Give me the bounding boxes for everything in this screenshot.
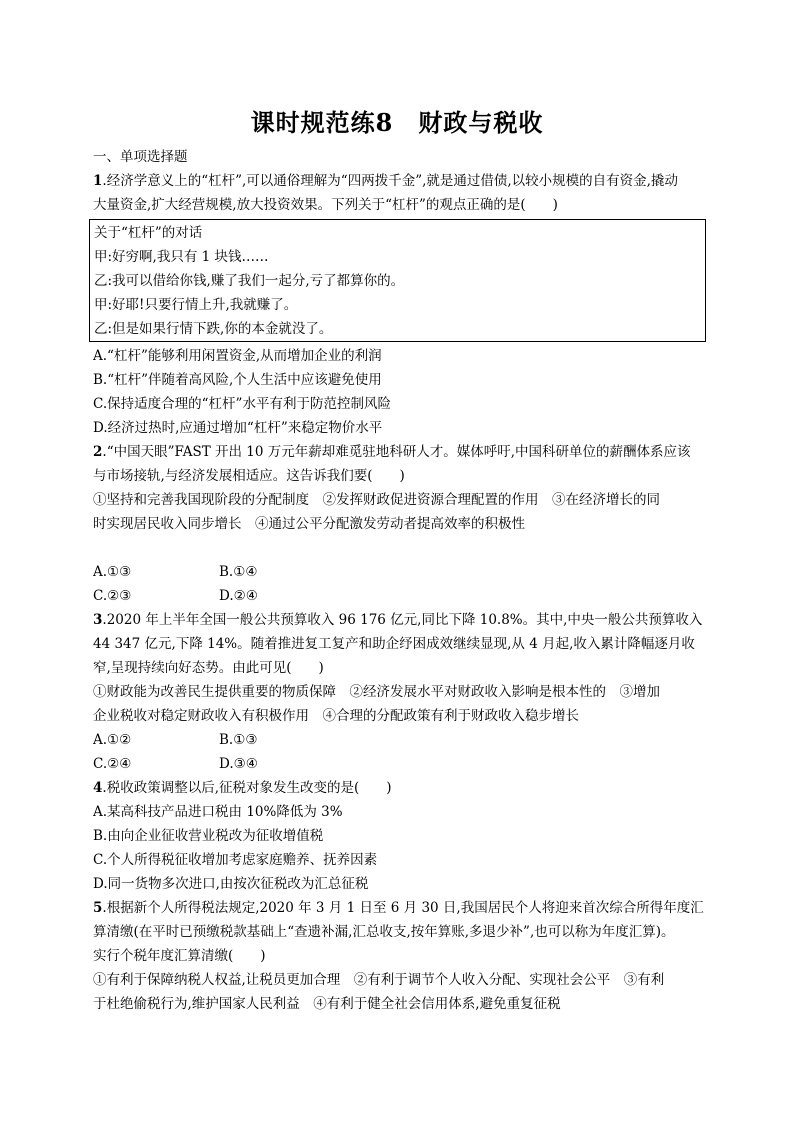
q3-option-a: A.①② xyxy=(93,732,132,748)
q5-line-5: 于杜绝偷税行为,维护国家人民利益 ④有利于健全社会信用体系,避免重复征税 xyxy=(93,996,561,1012)
q2-number: 2 xyxy=(93,444,103,460)
q5-line-4: ①有利于保障纳税人权益,让税员更加合理 ②有利于调节个人收入分配、实现社会公平 ③有利 xyxy=(93,972,665,988)
q1-number: 1 xyxy=(93,173,103,189)
q2-option-a: A.①③ xyxy=(93,564,132,580)
q2-text-1: .“中国天眼”FAST 开出 10 万元年薪却难觅驻地科研人才。媒体呼吁,中国科研单位的薪酬体系应该 xyxy=(102,444,691,460)
q4-option-a: A.某高科技产品进口税由 10%降低为 3% xyxy=(93,804,343,820)
q1-option-c: C.保持适度合理的“杠杆”水平有利于防范控制风险 xyxy=(93,396,391,412)
q5-line-1 xyxy=(93,899,704,917)
q3-options-row-1 xyxy=(93,731,131,749)
q2-option-c: C.②③ xyxy=(93,588,132,604)
q5-line-3: 实行个税年度汇算清缴( ) xyxy=(93,948,266,964)
q3-number: 3 xyxy=(93,612,103,628)
q1-option-b: B.“杠杆”伴随着高风险,个人生活中应该避免使用 xyxy=(93,372,382,388)
dialogue-line: 乙:但是如果行情下跌,你的本金就没了。 xyxy=(94,321,333,337)
q5-line-2: 算清缴(在平时已预缴税款基础上“查遗补漏,汇总收支,按年算账,多退少补”,也可以称为年度汇算)。 xyxy=(93,924,675,940)
dialogue-box xyxy=(89,219,706,342)
dialogue-title: 关于“杠杆”的对话 xyxy=(94,225,203,241)
q3-text-1: .2020 年上半年全国一般公共预算收入 96 176 亿元,同比下降 10.8%。其中,中央一般公共预算收入 xyxy=(102,612,703,628)
q5-text-1: .根据新个人所得税法规定,2020 年 3 月 1 日至 6 月 30 日,我国居民个人将迎来首次综合所得年度汇 xyxy=(102,900,704,916)
q1-option-d: D.经济过热时,应通过增加“杠杆”来稳定物价水平 xyxy=(93,420,383,436)
q2-option-b: B.①④ xyxy=(219,564,258,580)
q3-line-3: 窄,呈现持续向好态势。由此可见( ) xyxy=(93,660,324,676)
q2-line-2: 与市场接轨,与经济发展相适应。这告诉我们要( ) xyxy=(93,468,405,484)
q1-line-1 xyxy=(93,172,678,190)
dialogue-line: 甲:好穷啊,我只有 1 块钱…… xyxy=(94,249,269,265)
q2-line-1 xyxy=(93,443,691,461)
q4-option-b: B.由向企业征收营业税改为征收增值税 xyxy=(93,828,324,844)
q4-option-c: C.个人所得税征收增加考虑家庭赡养、抚养因素 xyxy=(93,852,378,868)
dialogue-line: 甲:好耶!只要行情上升,我就赚了。 xyxy=(94,297,298,313)
dialogue-line: 乙:我可以借给你钱,赚了我们一起分,亏了都算你的。 xyxy=(94,273,405,289)
q2-options-row-2 xyxy=(93,587,131,605)
q2-options-row-1 xyxy=(93,563,131,581)
q2-line-4: 时实现居民收入同步增长 ④通过公平分配激发劳动者提高效率的积极性 xyxy=(93,516,525,532)
q4-number: 4 xyxy=(93,780,103,796)
q4-option-d: D.同一货物多次进口,由按次征税改为汇总征税 xyxy=(93,876,369,892)
q3-options-row-2 xyxy=(93,755,131,773)
q2-line-3: ①坚持和完善我国现阶段的分配制度 ②发挥财政促进资源合理配置的作用 ③在经济增长的同 xyxy=(93,492,660,508)
q3-option-c: C.②④ xyxy=(93,756,132,772)
q3-line-1 xyxy=(93,611,702,629)
q1-text-1: .经济学意义上的“杠杆”,可以通俗理解为“四两拨千金”,就是通过借债,以较小规模的自有资金,撬动 xyxy=(102,173,678,189)
q3-option-b: B.①③ xyxy=(219,732,258,748)
q4-text-1: .税收政策调整以后,征税对象发生改变的是( ) xyxy=(102,780,392,796)
q3-line-2: 44 347 亿元,下降 14%。随着推进复工复产和助企纾困成效继续显现,从 4 月起,收入累计降幅逐月收 xyxy=(93,636,695,652)
section-heading: 一、单项选择题 xyxy=(93,149,188,165)
q4-line-1 xyxy=(93,779,392,797)
q5-number: 5 xyxy=(93,900,103,916)
q1-option-a: A.“杠杆”能够利用闲置资金,从而增加企业的利润 xyxy=(93,348,382,364)
page-title: 课时规范练8 财政与税收 xyxy=(250,108,544,137)
q3-line-5: 企业税收对稳定财政收入有积极作用 ④合理的分配政策有利于财政收入稳步增长 xyxy=(93,708,579,724)
q1-line-2: 大量资金,扩大经营规模,放大投资效果。下列关于“杠杆”的观点正确的是( ) xyxy=(93,197,558,213)
q3-line-4: ①财政能为改善民生提供重要的物质保障 ②经济发展水平对财政收入影响是根本性的 ③增加 xyxy=(93,684,660,700)
q3-option-d: D.③④ xyxy=(219,756,258,772)
q2-option-d: D.②④ xyxy=(219,588,258,604)
